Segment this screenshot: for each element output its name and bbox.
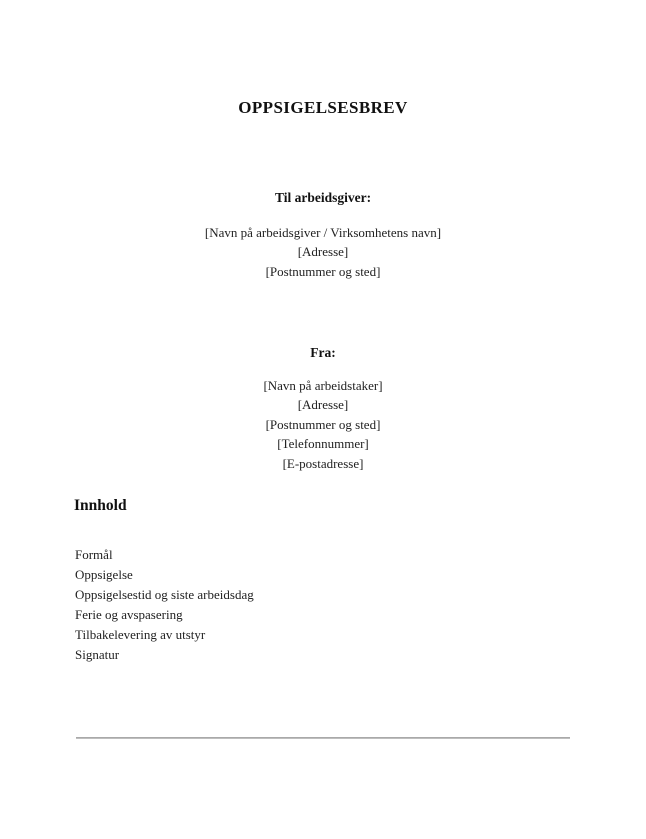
recipient-lines <box>0 223 646 281</box>
toc-item: Ferie og avspasering <box>75 607 183 622</box>
recipient-line-company: [Navn på arbeidsgiver / Virksomhetens navn] <box>204 225 442 240</box>
toc-list <box>75 545 254 665</box>
recipient-line-address: [Adresse] <box>297 244 349 260</box>
sender-heading: Fra: <box>310 345 336 360</box>
recipient-line-postal: [Postnummer og sted] <box>265 263 381 279</box>
toc-item: Formål <box>75 547 113 562</box>
toc-item: Oppsigelse <box>75 567 133 582</box>
document-title: OPPSIGELSESBREV <box>238 98 408 117</box>
sender-line-name: [Navn på arbeidstaker] <box>263 378 383 393</box>
recipient-heading: Til arbeidsgiver: <box>274 190 372 205</box>
toc-item: Oppsigelsestid og siste arbeidsdag <box>75 587 254 602</box>
sender-line-email: [E-postadresse] <box>282 455 364 471</box>
sender-line-postal: [Postnummer og sted] <box>265 416 381 432</box>
toc-heading: Innhold <box>74 497 127 514</box>
footer-divider <box>76 737 570 739</box>
sender-line-phone: [Telefonnummer] <box>277 436 369 452</box>
toc-item: Tilbakelevering av utstyr <box>75 627 206 642</box>
toc-item: Signatur <box>75 647 120 662</box>
sender-lines <box>0 376 646 473</box>
sender-line-address: [Adresse] <box>297 397 349 413</box>
